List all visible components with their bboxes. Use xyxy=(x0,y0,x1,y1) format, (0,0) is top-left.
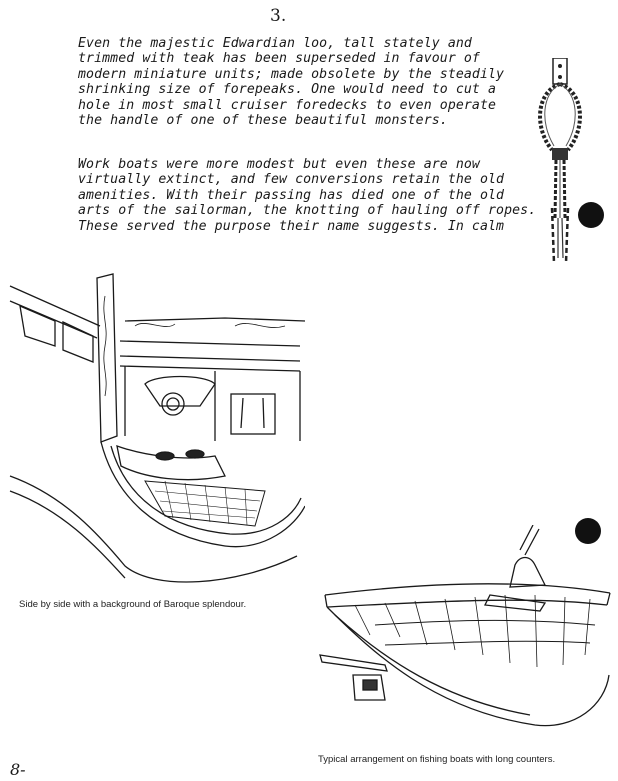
caption-baroque: Side by side with a background of Baroque splendour. xyxy=(19,599,247,610)
page-number: 3. xyxy=(270,6,287,26)
hauling-rope-illustration xyxy=(530,58,590,268)
caption-fishing-boats: Typical arrangement on fishing boats with long counters. xyxy=(318,754,556,765)
text-line: Work boats were more modest but even these are now xyxy=(78,157,480,172)
text-line: trimmed with teak has been superseded in favour of xyxy=(78,51,480,67)
text-line: These served the purpose their name suggests. In calm xyxy=(78,218,505,234)
paragraph-work-boats xyxy=(78,157,558,234)
text-line: modern miniature units; made obsolete by the steadily xyxy=(78,66,505,82)
text-line: the handle of one of these beautiful monsters. xyxy=(78,113,448,129)
handwritten-folio: 8- xyxy=(10,760,26,779)
text-line: virtually extinct, and few conversions retain the old xyxy=(78,172,505,188)
text-line: arts of the sailorman, the knotting of hauling off ropes. xyxy=(78,203,537,219)
text-line: hole in most small cruiser foredecks to even operate xyxy=(78,97,497,113)
fishing-boat-illustration xyxy=(315,525,615,740)
text-line: shrinking size of forepeaks. One would need to cut a xyxy=(78,82,497,98)
punch-hole xyxy=(578,202,604,228)
baroque-stern-illustration xyxy=(5,266,305,591)
paragraph-edwardian-loo xyxy=(78,36,558,128)
text-line: amenities. With their passing has died one of the old xyxy=(78,187,505,203)
text-line: Even the majestic Edwardian loo, tall stately and xyxy=(78,36,472,51)
